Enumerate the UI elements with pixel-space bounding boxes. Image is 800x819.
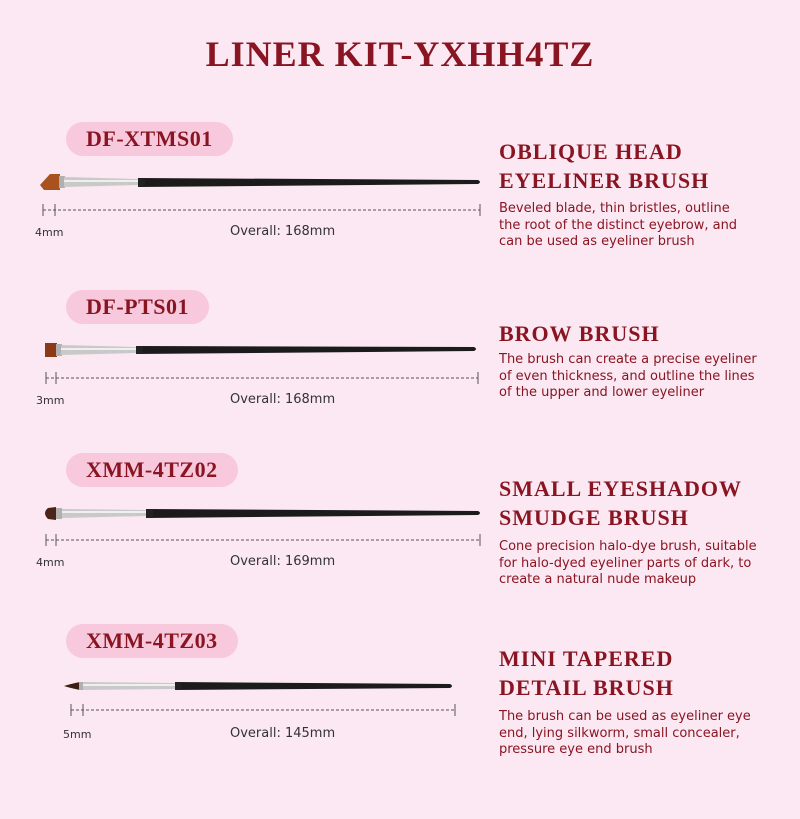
brush-handle-band	[138, 178, 145, 187]
brush-handle	[136, 346, 476, 354]
product-code-badge: DF-XTMS01	[66, 122, 233, 156]
product-description: Beveled blade, thin bristles, outline the root of the distinct eyebrow, and can be used as eyeliner brush	[499, 201, 738, 249]
page-title: LINER KIT-YXHH4TZ	[205, 34, 595, 74]
overall-length-label: Overall: 168mm	[230, 224, 336, 239]
product-name: SMALL EYESHADOW SMUDGE BRUSH	[499, 476, 742, 530]
brush-bristles	[45, 507, 56, 520]
head-size-label: 4mm	[35, 226, 64, 239]
overall-length-label: Overall: 145mm	[230, 726, 336, 741]
brush-bristles	[40, 174, 60, 190]
head-size-label: 3mm	[36, 394, 65, 407]
brush-handle-band	[136, 346, 143, 354]
head-size-label: 4mm	[36, 556, 65, 569]
product-code-badge: XMM-4TZ03	[66, 624, 238, 658]
brush-bristles	[45, 343, 57, 357]
brush-handle-band	[175, 682, 181, 690]
brush-bristles	[64, 682, 80, 690]
product-code-badge: XMM-4TZ02	[66, 453, 238, 487]
brush-handle	[138, 178, 480, 187]
product-description: The brush can create a precise eyeliner of even thickness, and outline the lines of the upper and lower eyeliner	[499, 352, 757, 400]
brush-handle	[175, 682, 452, 690]
brush-illustration	[0, 290, 490, 430]
brush-crimp	[56, 508, 62, 519]
overall-length-label: Overall: 168mm	[230, 392, 336, 407]
product-item-1	[0, 122, 800, 302]
product-description: Cone precision halo-dye brush, suitable for halo-dyed eyeliner parts of dark, to create a natural nude makeup	[499, 539, 757, 587]
product-item-2	[0, 290, 800, 470]
overall-length-label: Overall: 169mm	[230, 554, 336, 569]
brush-ferrule	[62, 509, 146, 518]
brush-illustration	[0, 624, 490, 764]
brush-illustration	[0, 453, 490, 593]
product-item-3	[0, 453, 800, 633]
product-item-4	[0, 624, 800, 804]
product-name: BROW BRUSH	[499, 321, 660, 346]
head-size-label: 5mm	[63, 728, 92, 741]
product-name: MINI TAPERED DETAIL BRUSH	[499, 646, 674, 700]
brush-illustration	[0, 122, 490, 262]
product-name: OBLIQUE HEAD EYELINER BRUSH	[499, 139, 710, 193]
product-description: The brush can be used as eyeliner eye end, lying silkworm, small concealer, pressure eye end brush	[499, 709, 751, 757]
brush-handle-band	[146, 509, 153, 518]
brush-handle	[146, 509, 480, 518]
product-code-badge: DF-PTS01	[66, 290, 209, 324]
